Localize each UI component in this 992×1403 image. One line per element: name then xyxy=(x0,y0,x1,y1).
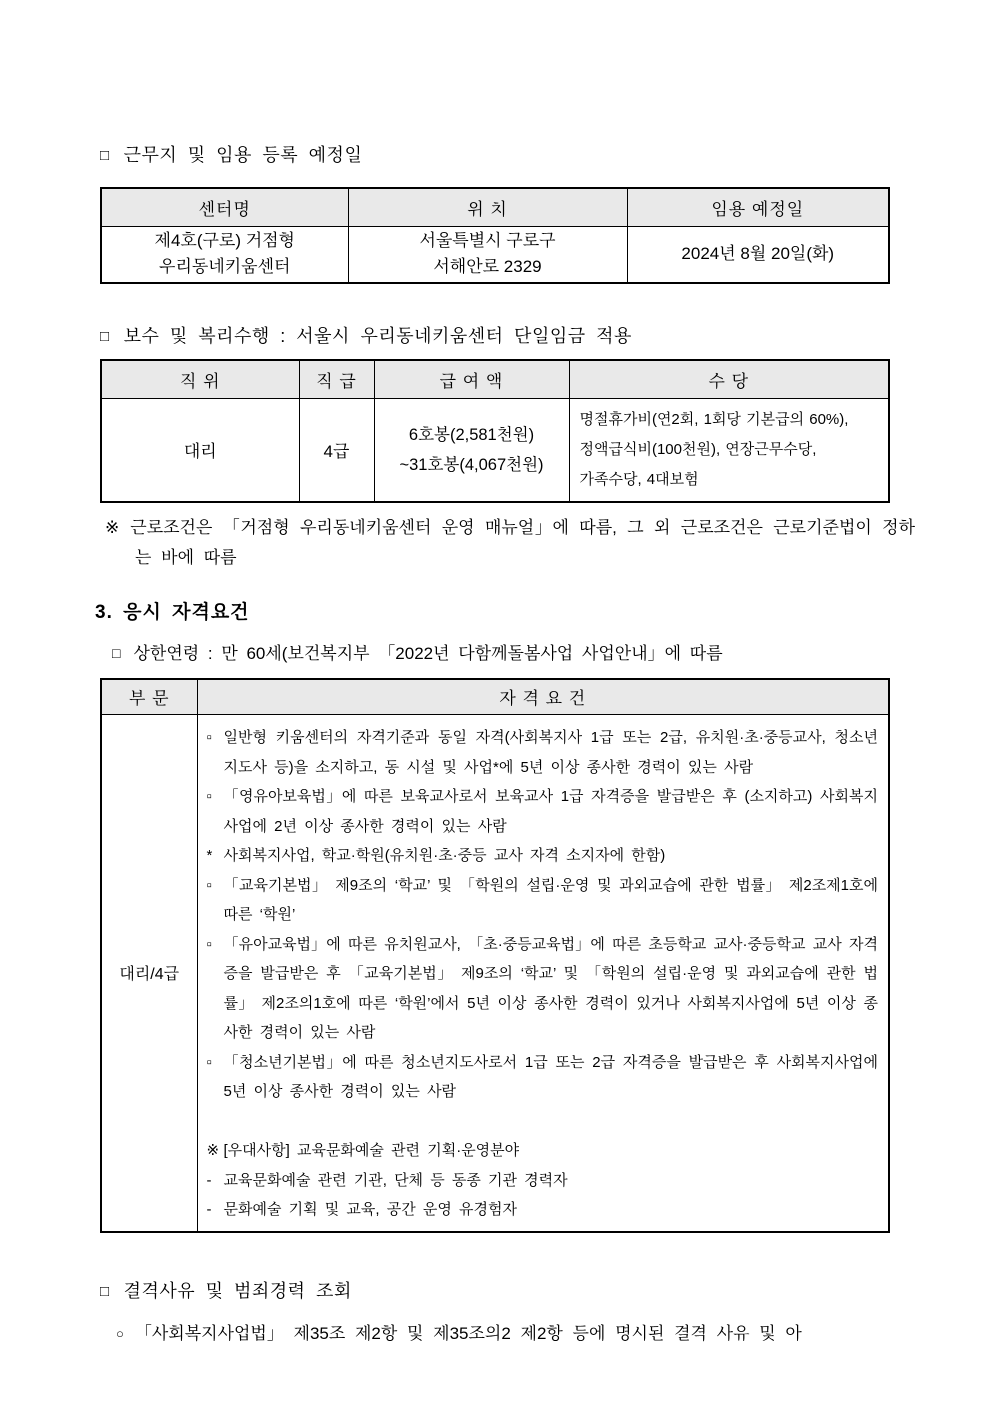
labor-conditions-note-text: 근로조건은 「거점형 우리동네키움센터 운영 매뉴얼」에 따름, 그 외 근로조건은 근로기준법이 정하는 바에 따름 xyxy=(130,517,915,567)
requirement-item-text: [우대사항] 교육문화예술 관련 기획·운영분야 xyxy=(223,1142,520,1159)
requirement-item xyxy=(207,1195,879,1225)
salary-line2: ~31호봉(4,067천원) xyxy=(399,455,544,474)
requirement-list xyxy=(207,723,879,1225)
disqualification-section-title xyxy=(100,1277,888,1303)
list-bullet-icon: * xyxy=(206,847,213,864)
col-header-grade: 직 급 xyxy=(299,360,374,398)
requirement-item xyxy=(207,841,879,871)
list-bullet-icon: - xyxy=(206,1171,212,1189)
col-header-salary: 급 여 액 xyxy=(374,360,569,398)
list-bullet-icon: - xyxy=(206,1201,212,1218)
qualification-table-header-row xyxy=(101,679,889,715)
qualification-heading: 3. 응시 자격요건 xyxy=(95,601,250,623)
cell-category: 대리/4급 xyxy=(101,715,197,1232)
requirement-item xyxy=(207,1107,879,1137)
square-bullet-icon: □ xyxy=(100,147,110,164)
col-header-allowance: 수 당 xyxy=(569,360,889,398)
age-limit-text: 상한연령 : 만 60세(보건복지부 「2022년 다함께돌봄사업 사업안내」에 따름 xyxy=(133,643,723,663)
requirement-item-text: 교육문화예술 관련 기관, 단체 등 동종 기관 경력자 xyxy=(223,1171,568,1189)
location-line2: 서해안로 2329 xyxy=(433,257,542,277)
requirement-item xyxy=(207,1166,879,1196)
requirement-item-text: 「교육기본법」 제9조의 ‘학교’ 및 「학원의 설립·운영 및 과외교습에 관한 법률」 제2조제1호에 따른 ‘학원’ xyxy=(223,876,878,923)
workplace-table-data-row xyxy=(101,226,889,283)
cell-allowance xyxy=(569,398,889,502)
labor-conditions-note xyxy=(105,513,915,573)
col-header-appointment-date: 임용 예정일 xyxy=(627,188,889,226)
workplace-table xyxy=(100,187,890,284)
workplace-section-title xyxy=(100,141,888,167)
center-name-line1: 제4호(구로) 거점형 xyxy=(154,231,295,251)
disqualification-item-text: 「사회복지사업법」 제35조 제2항 및 제35조의2 제2항 등에 명시된 결격 사유 및 아 xyxy=(134,1323,802,1343)
cell-location xyxy=(348,226,627,283)
disqualification-item-line xyxy=(116,1319,888,1344)
cell-grade: 4급 xyxy=(299,398,374,502)
cell-requirements xyxy=(197,715,889,1232)
col-header-position: 직 위 xyxy=(101,360,299,398)
requirement-item-text: 문화예술 기획 및 교육, 공간 운영 유경험자 xyxy=(223,1201,518,1218)
cell-center-name xyxy=(101,226,348,283)
square-bullet-icon: □ xyxy=(100,1282,110,1300)
requirement-item-text: 「유아교육법」에 따른 유치원교사, 「초·중등교육법」에 따른 초등학교 교사·중등학교 교사 자격증을 발급받은 후 「교육기본법」 제9조의 ‘학교’ 및 「학원의 설립·운영 및 과외교습에 관한 법률」 제2조의1호에 따른 ‘학원’에서 5년 이상 종사한 경력이 있거나 사회복지사업에 5년 이상 종사한 경력이 있는 사람 xyxy=(223,935,878,1041)
age-limit-line xyxy=(112,639,888,664)
col-header-requirements: 자 격 요 건 xyxy=(197,679,889,715)
qualification-table xyxy=(100,678,890,1233)
workplace-title-text: 근무지 및 임용 등록 예정일 xyxy=(123,145,363,165)
cell-position: 대리 xyxy=(101,398,299,502)
disqualification-title-text: 결격사유 및 범죄경력 조회 xyxy=(123,1280,352,1301)
cell-salary xyxy=(374,398,569,502)
cell-appointment-date: 2024년 8월 20일(화) xyxy=(627,226,889,283)
requirement-item xyxy=(207,1048,879,1107)
requirement-item-text: 「영유아보육법」에 따른 보육교사로서 보육교사 1급 자격증을 발급받은 후 (소지하고) 사회복지사업에 2년 이상 종사한 경력이 있는 사람 xyxy=(223,788,878,835)
col-header-center-name: 센터명 xyxy=(101,188,348,226)
list-bullet-icon: ※ xyxy=(206,1142,220,1159)
pay-table-header-row xyxy=(101,360,889,398)
workplace-table-header-row xyxy=(101,188,889,226)
list-bullet-icon: ▫ xyxy=(206,876,212,894)
location-line1: 서울특별시 구로구 xyxy=(419,231,556,251)
reference-mark-icon: ※ xyxy=(105,517,120,537)
allowance-line2: 정액급식비(100천원), 연장근무수당, xyxy=(579,440,817,458)
center-name-line2: 우리동네키움센터 xyxy=(159,257,291,277)
salary-line1: 6호봉(2,581천원) xyxy=(408,425,535,444)
requirement-item-text: 일반형 키움센터의 자격기준과 동일 자격(사회복지사 1급 또는 2급, 유치원·초·중등교사, 청소년지도사 등)을 소지하고, 동 시설 및 사업*에 5년 이상 종사한 경력이 있는 사람 xyxy=(223,729,878,776)
requirement-item xyxy=(207,1136,879,1166)
allowance-line3: 가족수당, 4대보험 xyxy=(579,470,699,488)
pay-table-data-row xyxy=(101,398,889,502)
list-bullet-icon: ▫ xyxy=(206,729,212,746)
pay-section-title xyxy=(100,322,888,348)
square-bullet-icon: □ xyxy=(100,328,110,345)
pay-title-text: 보수 및 복리수행 : 서울시 우리동네키움센터 단일임금 적용 xyxy=(123,326,632,346)
allowance-line1: 명절휴가비(연2회, 1회당 기본급의 60%), xyxy=(579,410,849,428)
square-bullet-icon: □ xyxy=(112,644,121,661)
requirement-item xyxy=(207,782,879,841)
pay-table xyxy=(100,359,890,503)
list-bullet-icon: ▫ xyxy=(206,1053,212,1071)
col-header-location: 위 치 xyxy=(348,188,627,226)
circle-bullet-icon: ○ xyxy=(116,1325,124,1341)
requirement-item xyxy=(207,930,879,1048)
requirement-item-text: 「청소년기본법」에 따른 청소년지도사로서 1급 또는 2급 자격증을 발급받은 후 사회복지사업에 5년 이상 종사한 경력이 있는 사람 xyxy=(223,1053,878,1100)
list-bullet-icon: ▫ xyxy=(206,788,212,805)
requirement-item xyxy=(207,723,879,782)
qualification-table-data-row xyxy=(101,715,889,1232)
requirement-item-text: 사회복지사업, 학교·학원(유치원·초·중등 교사 자격 소지자에 한함) xyxy=(223,847,666,864)
col-header-category: 부 문 xyxy=(101,679,197,715)
list-bullet-icon: ▫ xyxy=(206,935,212,953)
requirement-item xyxy=(207,871,879,930)
